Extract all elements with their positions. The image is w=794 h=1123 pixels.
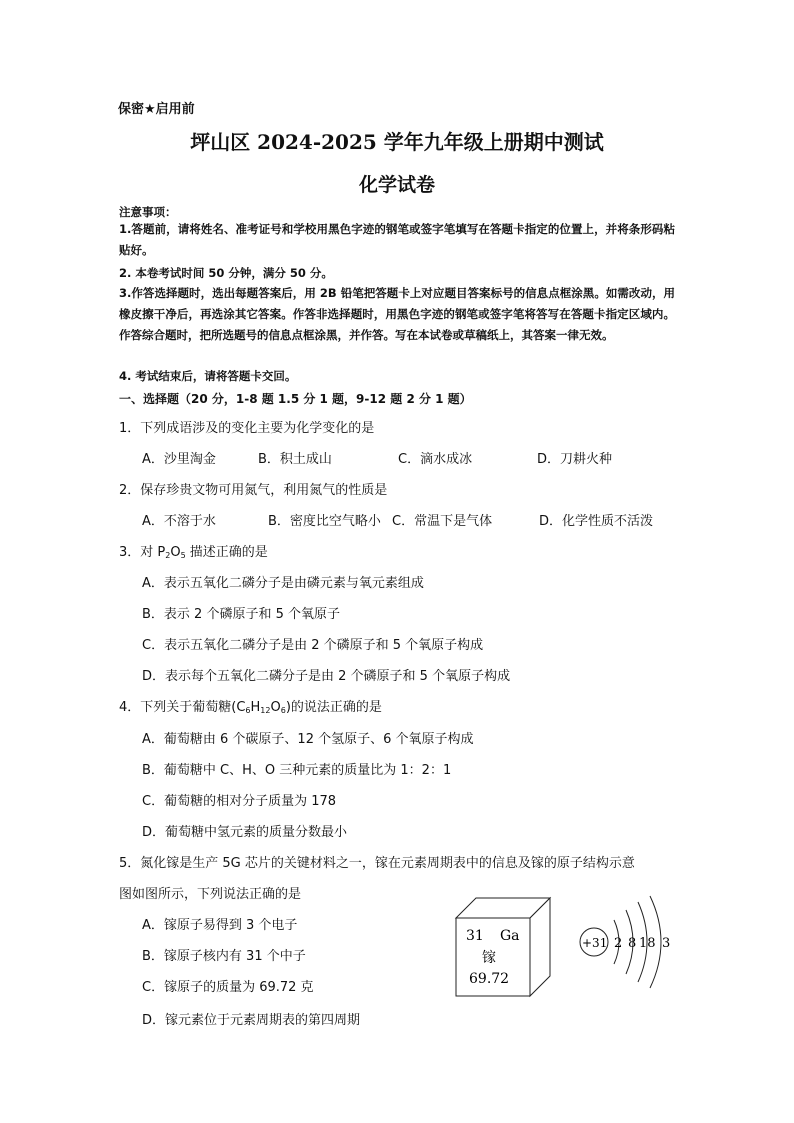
element-tile-figure [454, 896, 554, 998]
section-heading: 一、选择题（20 分，1-8 题 1.5 分 1 题，9-12 题 2 分 1 题） [119, 392, 472, 406]
q3-option-d: D．表示每个五氧化二磷分子是由 2 个磷原子和 5 个氧原子构成 [142, 669, 511, 684]
q5-stem-line-1: 5．氮化镓是生产 5G 芯片的关键材料之一，镓在元素周期表中的信息及镓的原子结构示意 [119, 856, 635, 871]
q2-option-a: A．不溶于水 [142, 514, 216, 529]
shell-count-2: 8 [628, 936, 637, 951]
q5-option-b: B．镓原子核内有 31 个中子 [142, 949, 306, 964]
q2-stem: 2．保存珍贵文物可用氮气，利用氮气的性质是 [119, 483, 388, 498]
q4-stem-pre: 4．下列关于葡萄糖(C [119, 700, 246, 715]
q1-option-c: C．滴水成冰 [398, 452, 473, 467]
q2-option-d: D．化学性质不活泼 [539, 514, 654, 529]
atom-structure-diagram [576, 890, 676, 994]
q4-option-a: A．葡萄糖由 6 个碳原子、12 个氢原子、6 个氧原子构成 [142, 732, 474, 747]
shell-electrons [614, 936, 670, 951]
q3-stem-post: 描述正确的是 [185, 545, 268, 560]
q5-stem-line-2: 图如图所示，下列说法正确的是 [119, 887, 302, 902]
q3-stem [119, 541, 268, 560]
q3-stem-pre: 3．对 P [119, 545, 166, 560]
q4-stem-post: )的说法正确的是 [285, 700, 382, 715]
q4-stem [119, 696, 382, 715]
element-symbol: Ga [500, 928, 520, 944]
q1-stem: 1．下列成语涉及的变化主要为化学变化的是 [119, 421, 375, 436]
q5-option-a: A．镓原子易得到 3 个电子 [142, 918, 298, 933]
exam-title: 坪山区 2024-2025 学年九年级上册期中测试 [190, 130, 604, 154]
note-4: 4. 考试结束后，请将答题卡交回。 [119, 369, 297, 383]
q4-option-d: D．葡萄糖中氢元素的质量分数最小 [142, 825, 348, 840]
q4-sub-2: 12 [260, 706, 271, 715]
q3-option-c: C．表示五氧化二磷分子是由 2 个磷原子和 5 个氧原子构成 [142, 638, 484, 653]
q4-option-b: B．葡萄糖中 C、H、O 三种元素的质量比为 1：2：1 [142, 763, 452, 778]
confidential-label: 保密★启用前 [118, 102, 195, 117]
nucleus-charge: +31 [582, 936, 608, 950]
q3-sub-1: 2 [165, 551, 171, 560]
element-name: 镓 [482, 950, 496, 966]
q1-option-b: B．积土成山 [258, 452, 332, 467]
q5-option-c: C．镓原子的质量为 69.72 克 [142, 980, 314, 995]
note-1: 1.答题前，请将姓名、准考证号和学校用黑色字迹的钢笔或签字笔填写在答题卡指定的位置上，并将条形码粘贴好。 [119, 222, 675, 257]
q4-stem-h: H [250, 700, 261, 715]
shell-count-3: 18 [639, 936, 656, 951]
notes-heading: 注意事项： [119, 205, 177, 219]
q2-option-c: C．常温下是气体 [392, 514, 493, 529]
note-3: 3.作答选择题时，选出每题答案后，用 2B 铅笔把答题卡上对应题目答案标号的信息点框涂黑。如需改动，用橡皮擦干净后，再选涂其它答案。作答非选择题时，用黑色字迹的钢笔或签字笔将答写在答题卡指定区域内。作答综合题时，把所选题号的信息点框涂黑，并作答。写在本试卷或草稿纸上，其答案一律无效。 [119, 286, 675, 342]
q5-option-d: D．镓元素位于元素周期表的第四周期 [142, 1013, 361, 1028]
q3-option-b: B．表示 2 个磷原子和 5 个氧原子 [142, 607, 340, 622]
q3-option-a: A．表示五氧化二磷分子是由磷元素与氧元素组成 [142, 576, 424, 591]
q1-option-a: A．沙里淘金 [142, 452, 216, 467]
q3-sub-2: 5 [180, 551, 186, 560]
q3-stem-mid: O [170, 545, 181, 560]
element-mass: 69.72 [469, 971, 510, 987]
q1-option-d: D．刀耕火种 [537, 452, 613, 467]
note-2: 2. 本卷考试时间 50 分钟，满分 50 分。 [119, 266, 333, 280]
shell-count-4: 3 [662, 936, 671, 951]
exam-subtitle: 化学试卷 [358, 174, 435, 196]
q2-option-b: B．密度比空气略小 [268, 514, 381, 529]
q4-stem-o: O [270, 700, 281, 715]
q4-option-c: C．葡萄糖的相对分子质量为 178 [142, 794, 337, 809]
shell-count-1: 2 [614, 936, 623, 951]
element-atomic-number: 31 [466, 928, 484, 944]
q4-sub-3: 6 [280, 706, 286, 715]
q4-sub-1: 6 [245, 706, 251, 715]
